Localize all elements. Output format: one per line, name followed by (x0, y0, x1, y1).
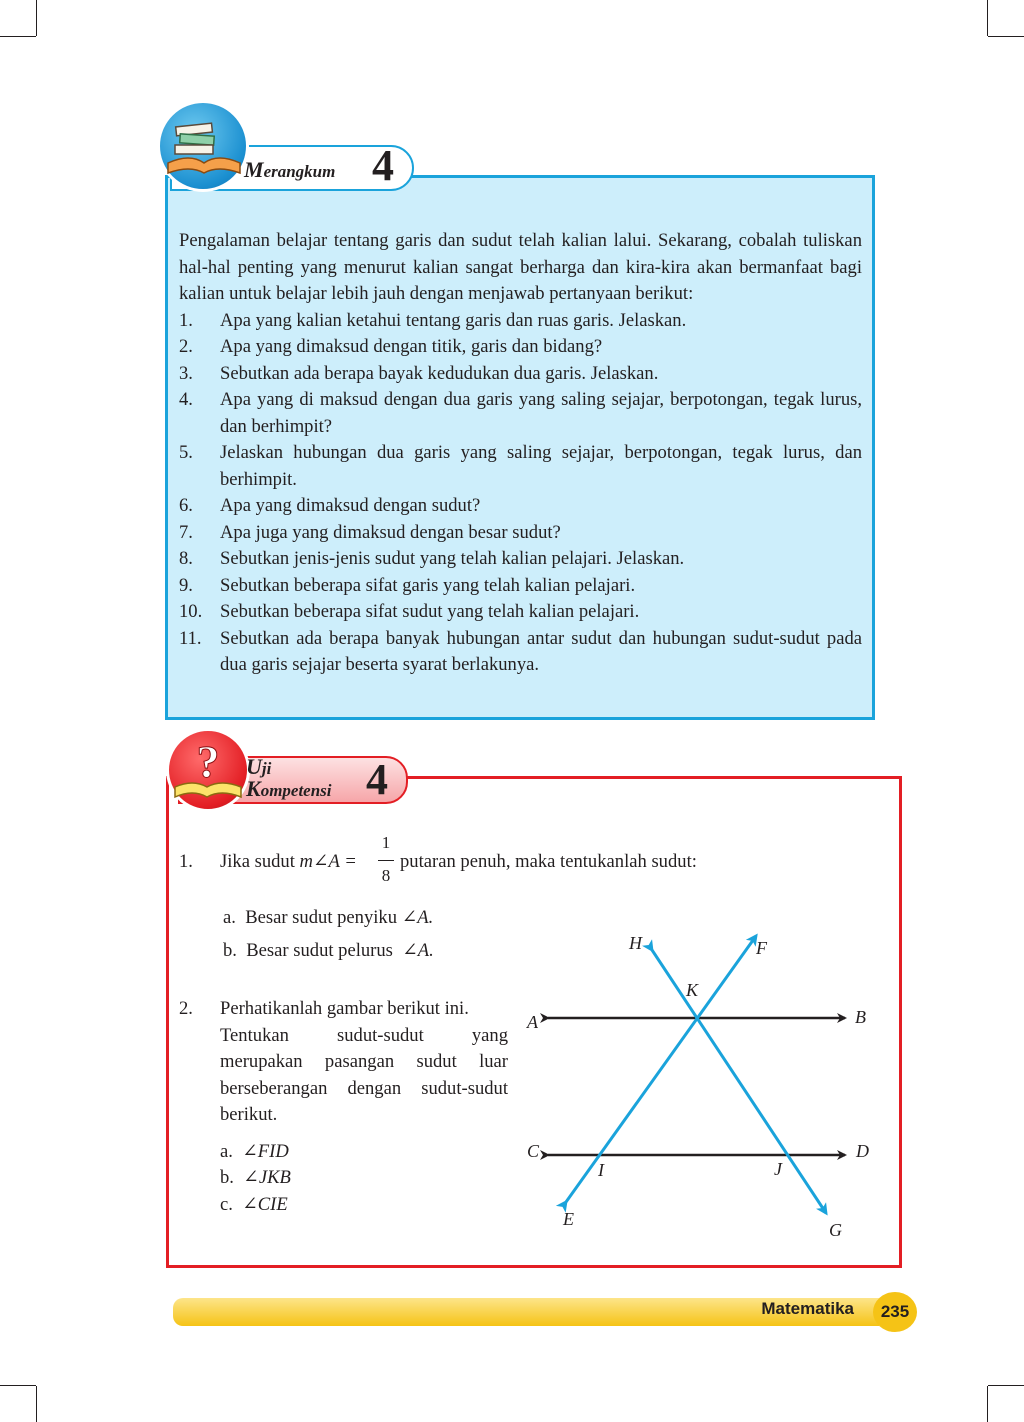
question-number: 6. (179, 495, 193, 516)
page-number: 235 (873, 1292, 917, 1332)
question-number: 8. (179, 548, 193, 569)
q1-option-b: b. Besar sudut pelurus ∠A. (223, 940, 434, 961)
question-text: Apa juga yang dimaksud dengan besar sudut? (220, 521, 561, 543)
question-text: Apa yang di maksud dengan dua garis yang saling sejajar, berpotongan, tegak lurus, dan berhimpit? (220, 389, 862, 437)
line-hg (652, 950, 826, 1213)
question-number: 1. (179, 309, 193, 331)
question-text: Sebutkan jenis-jenis sudut yang telah kalian pelajari. Jelaskan. (220, 548, 685, 569)
q2-text: Perhatikanlah gambar berikut ini. Tentukan sudut-sudut yang merupakan pasangan sudut luar berseberangan dengan sudut-sudut berikut. (220, 998, 508, 1125)
q2-option-angle: ∠CIE (242, 1194, 288, 1215)
question-number: 2. (179, 336, 193, 357)
summary-title: Merangkum (244, 157, 336, 182)
question-text: Apa yang dimaksud dengan titik, garis dan bidang? (220, 336, 603, 357)
q2-option-angle: ∠JKB (243, 1167, 291, 1188)
label-d: D (856, 1141, 869, 1161)
question-number: 4. (179, 389, 193, 410)
question-number: 9. (179, 574, 193, 596)
q2-number: 2. (179, 998, 193, 1019)
label-e: E (563, 1209, 574, 1229)
question-text: Sebutkan beberapa sifat sudut yang telah kalian pelajari. (220, 601, 640, 622)
question-text: Sebutkan beberapa sifat garis yang telah kalian pelajari. (220, 574, 636, 596)
svg-text:?: ? (196, 736, 220, 787)
q1-option-a: a. Besar sudut penyiku ∠A. (223, 907, 434, 928)
question-number: 10. (179, 601, 203, 622)
question-number: 7. (179, 521, 193, 543)
q1-fraction-numerator: 1 (381, 833, 391, 852)
footer-book-title: Matematika (761, 1299, 854, 1318)
question-number: 3. (179, 362, 193, 384)
label-h: H (629, 933, 642, 953)
question-number: 11. (179, 627, 202, 649)
question-text: Sebutkan ada berapa bayak kedudukan dua garis. Jelaskan. (220, 362, 659, 384)
question-text: Jelaskan hubungan dua garis yang saling sejajar, berpotongan, tegak lurus, dan berhimpit. (220, 442, 862, 490)
line-ef (566, 936, 756, 1202)
competency-number: 4 (366, 755, 388, 804)
question-text: Apa yang kalian ketahui tentang garis dan ruas garis. Jelaskan. (220, 309, 687, 331)
question-text: Apa yang dimaksud dengan sudut? (220, 495, 481, 516)
q2-option-label: a. (220, 1141, 233, 1162)
q2-option-label: b. (220, 1167, 234, 1188)
label-c: C (527, 1141, 540, 1161)
summary-intro: Pengalaman belajar tentang garis dan sudut telah kalian lalui. Sekarang, cobalah tuliskan hal-hal penting yang menurut kalian sangat berharga dan kira-kira akan bermanfaat bagi kalian untuk belajar lebih jauh dengan menjawab pertanyaan berikut: (179, 230, 862, 304)
label-g: G (829, 1220, 842, 1240)
q1-number: 1. (179, 851, 193, 872)
q1-suffix: putaran penuh, maka tentukanlah sudut: (400, 851, 697, 872)
q1-fraction-denominator: 8 (381, 866, 391, 885)
competency-title: Uji Kompetensi (246, 754, 332, 801)
q1-text: Jika sudut m∠A = (220, 851, 357, 872)
label-i: I (598, 1160, 604, 1180)
label-f: F (756, 938, 767, 958)
label-a: A (527, 1012, 538, 1032)
summary-number: 4 (372, 141, 394, 190)
question-text: Sebutkan ada berapa banyak hubungan antar sudut dan hubungan sudut-sudut pada dua garis sejajar beserta syarat berlakunya. (220, 627, 862, 675)
label-j: J (774, 1159, 782, 1179)
q2-option-label: c. (220, 1194, 233, 1215)
q2-option-angle: ∠FID (242, 1141, 289, 1162)
question-number: 5. (179, 442, 193, 463)
label-k: K (686, 980, 699, 1000)
label-b: B (855, 1007, 866, 1027)
